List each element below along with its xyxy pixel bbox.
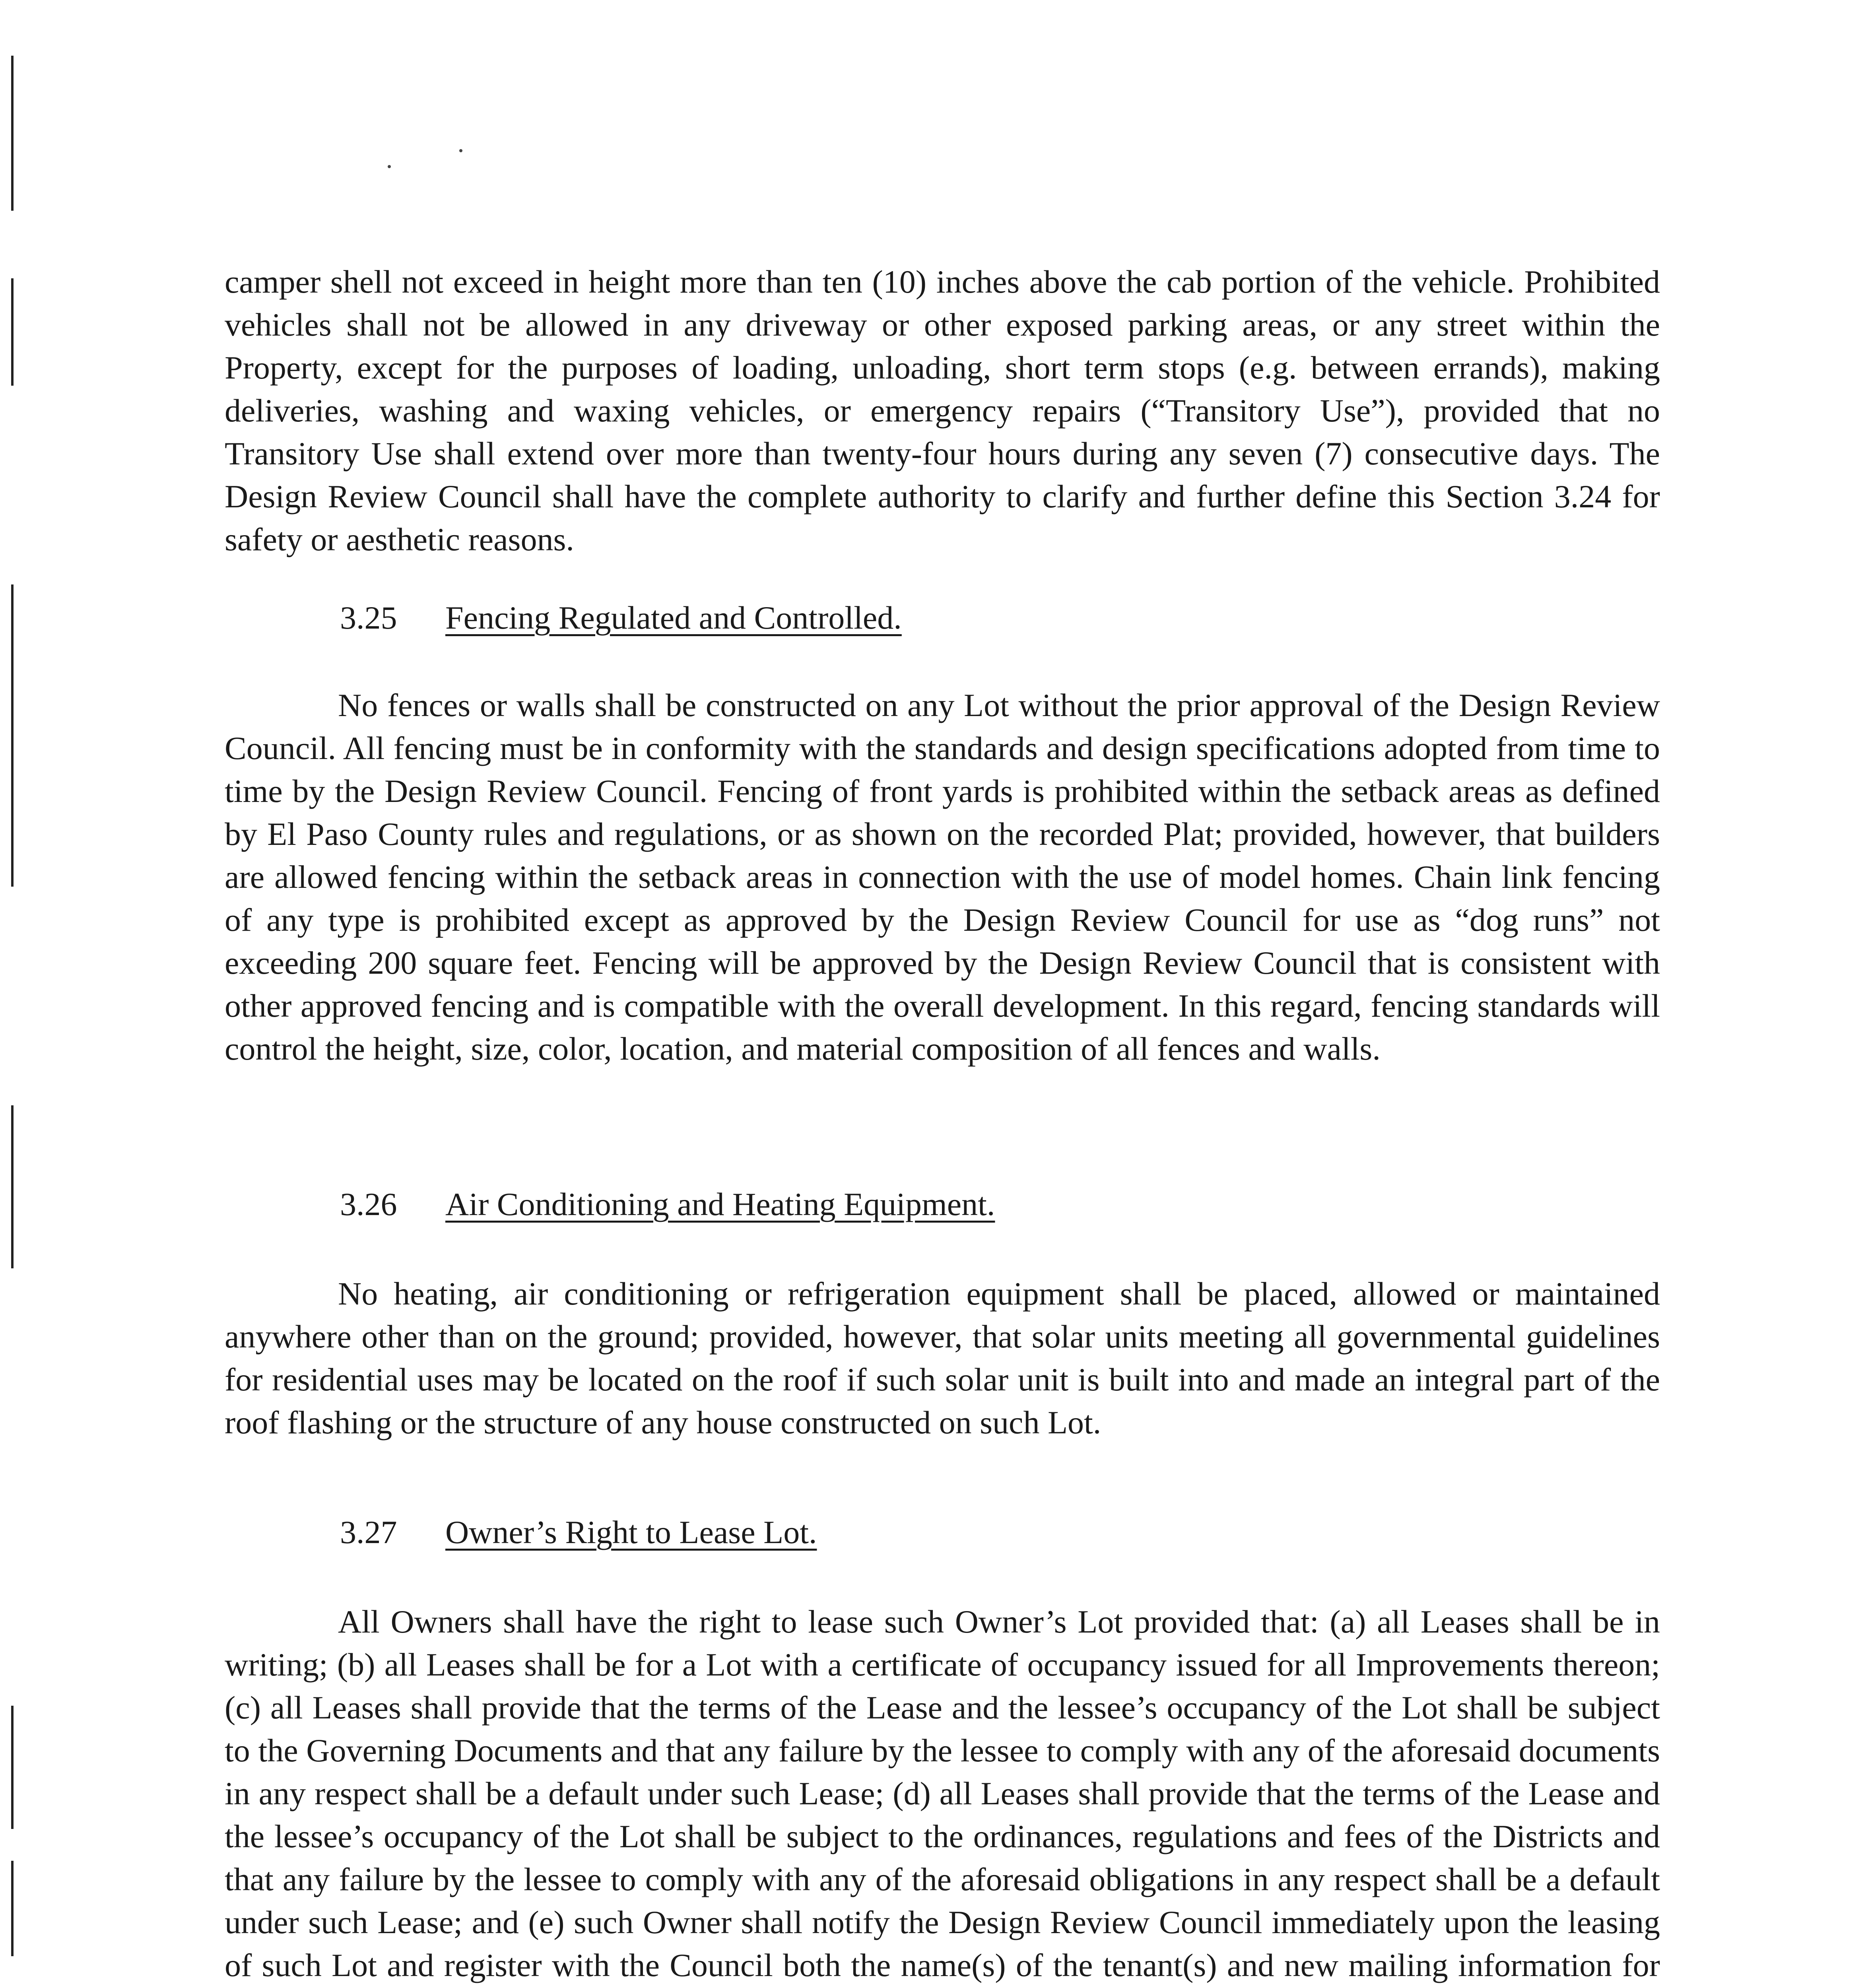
section-title: Owner’s Right to Lease Lot. [445,1514,817,1550]
paragraph-fencing-text: No fences or walls shall be constructed on any Lot without the prior approval of the Design Review Council. All fencing must be in conformity with the standards and design specifications adopted from time to time by the Design Review Council. Fencing of front yards is prohibited within the setback areas as defined by El Paso County rules and regulations, or as shown on the recorded Plat; provided, however, that builders are allowed fencing within the setback areas in connection with the use of model homes. Chain link fencing of any type is prohibited except as approved by the Design Review Council for use as “dog runs” not exceeding 200 square feet. Fencing will be approved by the Design Review Council that is consistent with other approved fencing and is compatible with the overall development. In this regard, fencing standards will control the height, size, color, location, and material composition of all fences and walls. [225,687,1660,1067]
paragraph-air-conditioning [225,1272,1660,1444]
paragraph-air-conditioning-text: No heating, air conditioning or refrigeration equipment shall be placed, allowed or maintained anywhere other than on the ground; provided, however, that solar units meeting all governmental guidelines for residential uses may be located on the roof if such solar unit is built into and made an integral part of the roof flashing or the structure of any house constructed on such Lot. [225,1276,1660,1441]
scan-edge-mark [11,1861,14,1956]
scan-speck [459,149,462,152]
section-heading-3-27 [340,1511,817,1554]
section-number: 3.25 [340,600,397,636]
section-number: 3.27 [340,1514,397,1550]
section-heading-3-26 [340,1183,995,1226]
scan-edge-mark [11,1706,14,1829]
paragraph-fencing [225,684,1660,1070]
scan-edge-mark [11,1105,14,1268]
scan-edge-mark [11,56,14,211]
section-heading-3-25 [340,596,902,639]
paragraph-lease-text: All Owners shall have the right to lease such Owner’s Lot provided that: (a) all Leases shall be in writing; (b) all Leases shall be for a Lot with a certificate of occupancy issued for all Improvements thereon; (c) all Leases shall provide that the terms of the Lease and the lessee’s occupancy of the Lot shall be subject to the Governing Documents and that any failure by the lessee to comply with any of the aforesaid documents in any respect shall be a default under such Lease; (d) all Leases shall provide that the terms of the Lease and the lessee’s occupancy of the Lot shall be subject to the ordinances, regulations and fees of the Districts and that any failure by the lessee to comply with any of the aforesaid obligations in any respect shall be a default under such Lease; and (e) such Owner shall notify the Design Review Council immediately upon the leasing of such Lot and register with the Council both the name(s) of the tenant(s) and new mailing information for [225,1604,1660,1983]
paragraph-lease [225,1600,1660,1988]
scan-speck [388,165,391,168]
scan-edge-mark [11,278,14,386]
section-title: Air Conditioning and Heating Equipment. [445,1186,995,1222]
section-number: 3.26 [340,1186,397,1222]
scan-edge-mark [11,584,14,887]
section-title: Fencing Regulated and Controlled. [445,600,902,636]
paragraph-vehicles-continued: camper shell not exceed in height more than ten (10) inches above the cab portion of the vehicle. Prohibited vehicles shall not be allowed in any driveway or other exposed parking areas, or any street within the Property, except for the purposes of loading, unloading, short term stops (e.g. between errands), making deliveries, washing and waxing vehicles, or emergency repairs (“Transitory Use”), provided that no Transitory Use shall extend over more than twenty-four hours during any seven (7) consecutive days. The Design Review Council shall have the complete authority to clarify and further define this Section 3.24 for safety or aesthetic reasons. [225,264,1660,557]
